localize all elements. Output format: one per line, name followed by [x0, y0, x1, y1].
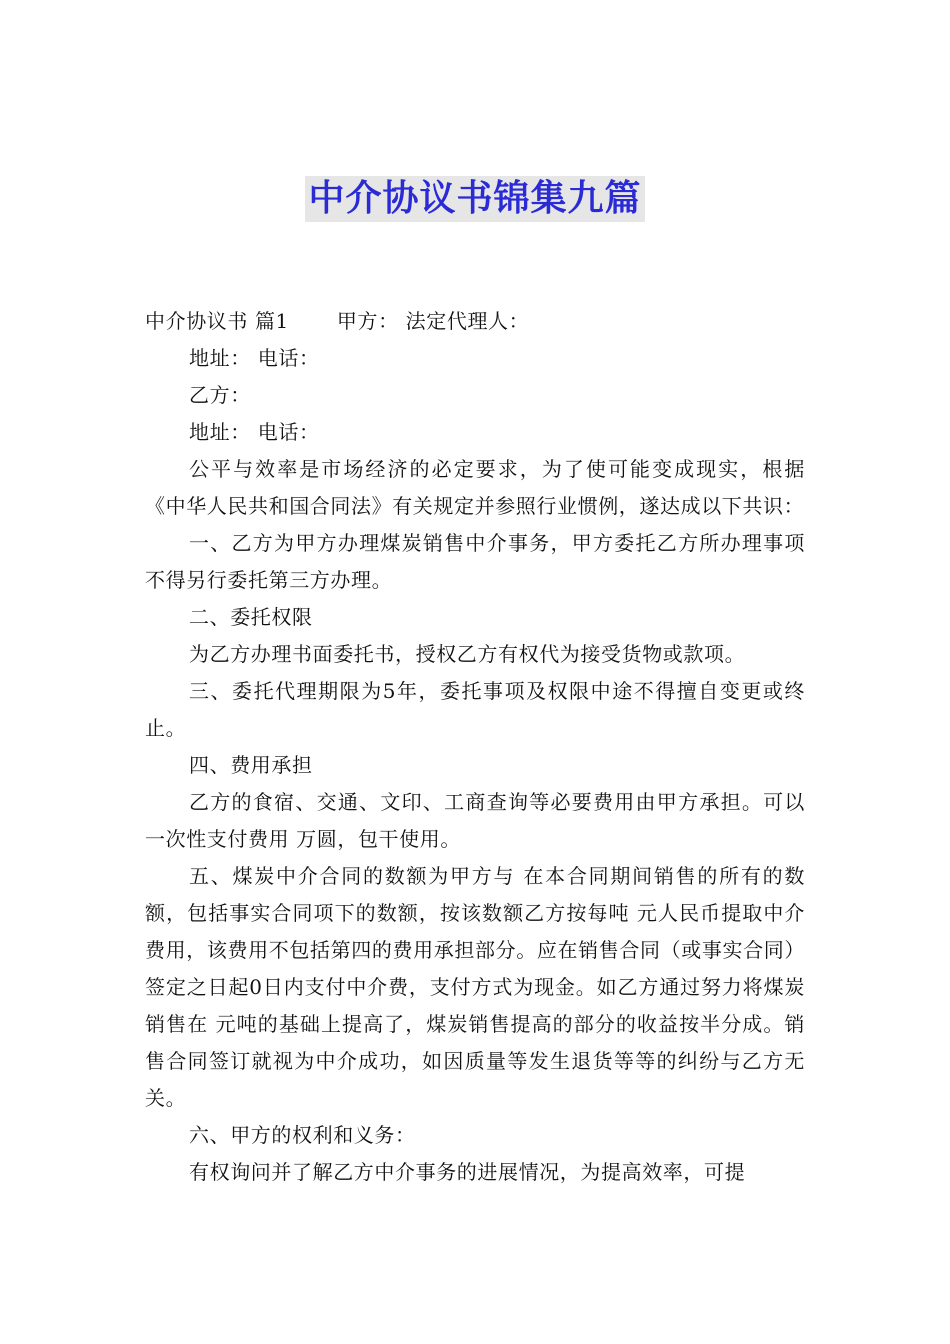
title-area [0, 176, 950, 222]
clause-2-heading: 二、委托权限 [189, 605, 313, 629]
clause-6-heading: 六、甲方的权利和义务： [189, 1123, 416, 1147]
header-line [145, 303, 805, 340]
clause-6-body: 有权询问并了解乙方中介事务的进展情况，为提高效率，可提 [189, 1160, 746, 1184]
clause-1: 一、乙方为甲方办理煤炭销售中介事务，甲方委托乙方所办理事项不得另行委托第三方办理。 [145, 531, 805, 592]
preamble-paragraph: 公平与效率是市场经济的必定要求，为了使可能变成现实，根据《中华人民共和国合同法》有关规定并参照行业惯例，遂达成以下共识： [145, 457, 805, 518]
section-heading: 中介协议书 篇1 [145, 309, 289, 333]
document-body [145, 303, 805, 1191]
party-b-address: 地址： 电话： [189, 420, 320, 444]
party-a-address: 地址： 电话： [189, 346, 320, 370]
party-b-line: 乙方： [189, 383, 251, 407]
document-title: 中介协议书锦集九篇 [305, 176, 644, 222]
party-a-line: 甲方： 法定代理人： [336, 309, 530, 333]
clause-2-body: 为乙方办理书面委托书，授权乙方有权代为接受货物或款项。 [189, 642, 746, 666]
clause-4-body: 乙方的食宿、交通、文印、工商查询等必要费用由甲方承担。可以一次性支付费用 万圆，包干使用。 [145, 790, 805, 851]
clause-4-heading: 四、费用承担 [189, 753, 313, 777]
clause-5: 五、煤炭中介合同的数额为甲方与 在本合同期间销售的所有的数额，包括事实合同项下的数额，按该数额乙方按每吨 元人民币提取中介费用，该费用不包括第四的费用承担部分。应在销售合同（或事实合同）签定之日起0日内支付中介费，支付方式为现金。如乙方通过努力将煤炭销售在 元吨的基础上提高了，煤炭销售提高的部分的收益按半分成。销售合同签订就视为中介成功，如因质量等发生退货等等的纠纷与乙方无关。 [145, 864, 805, 1110]
clause-3: 三、委托代理期限为5年，委托事项及权限中途不得擅自变更或终止。 [145, 679, 805, 740]
